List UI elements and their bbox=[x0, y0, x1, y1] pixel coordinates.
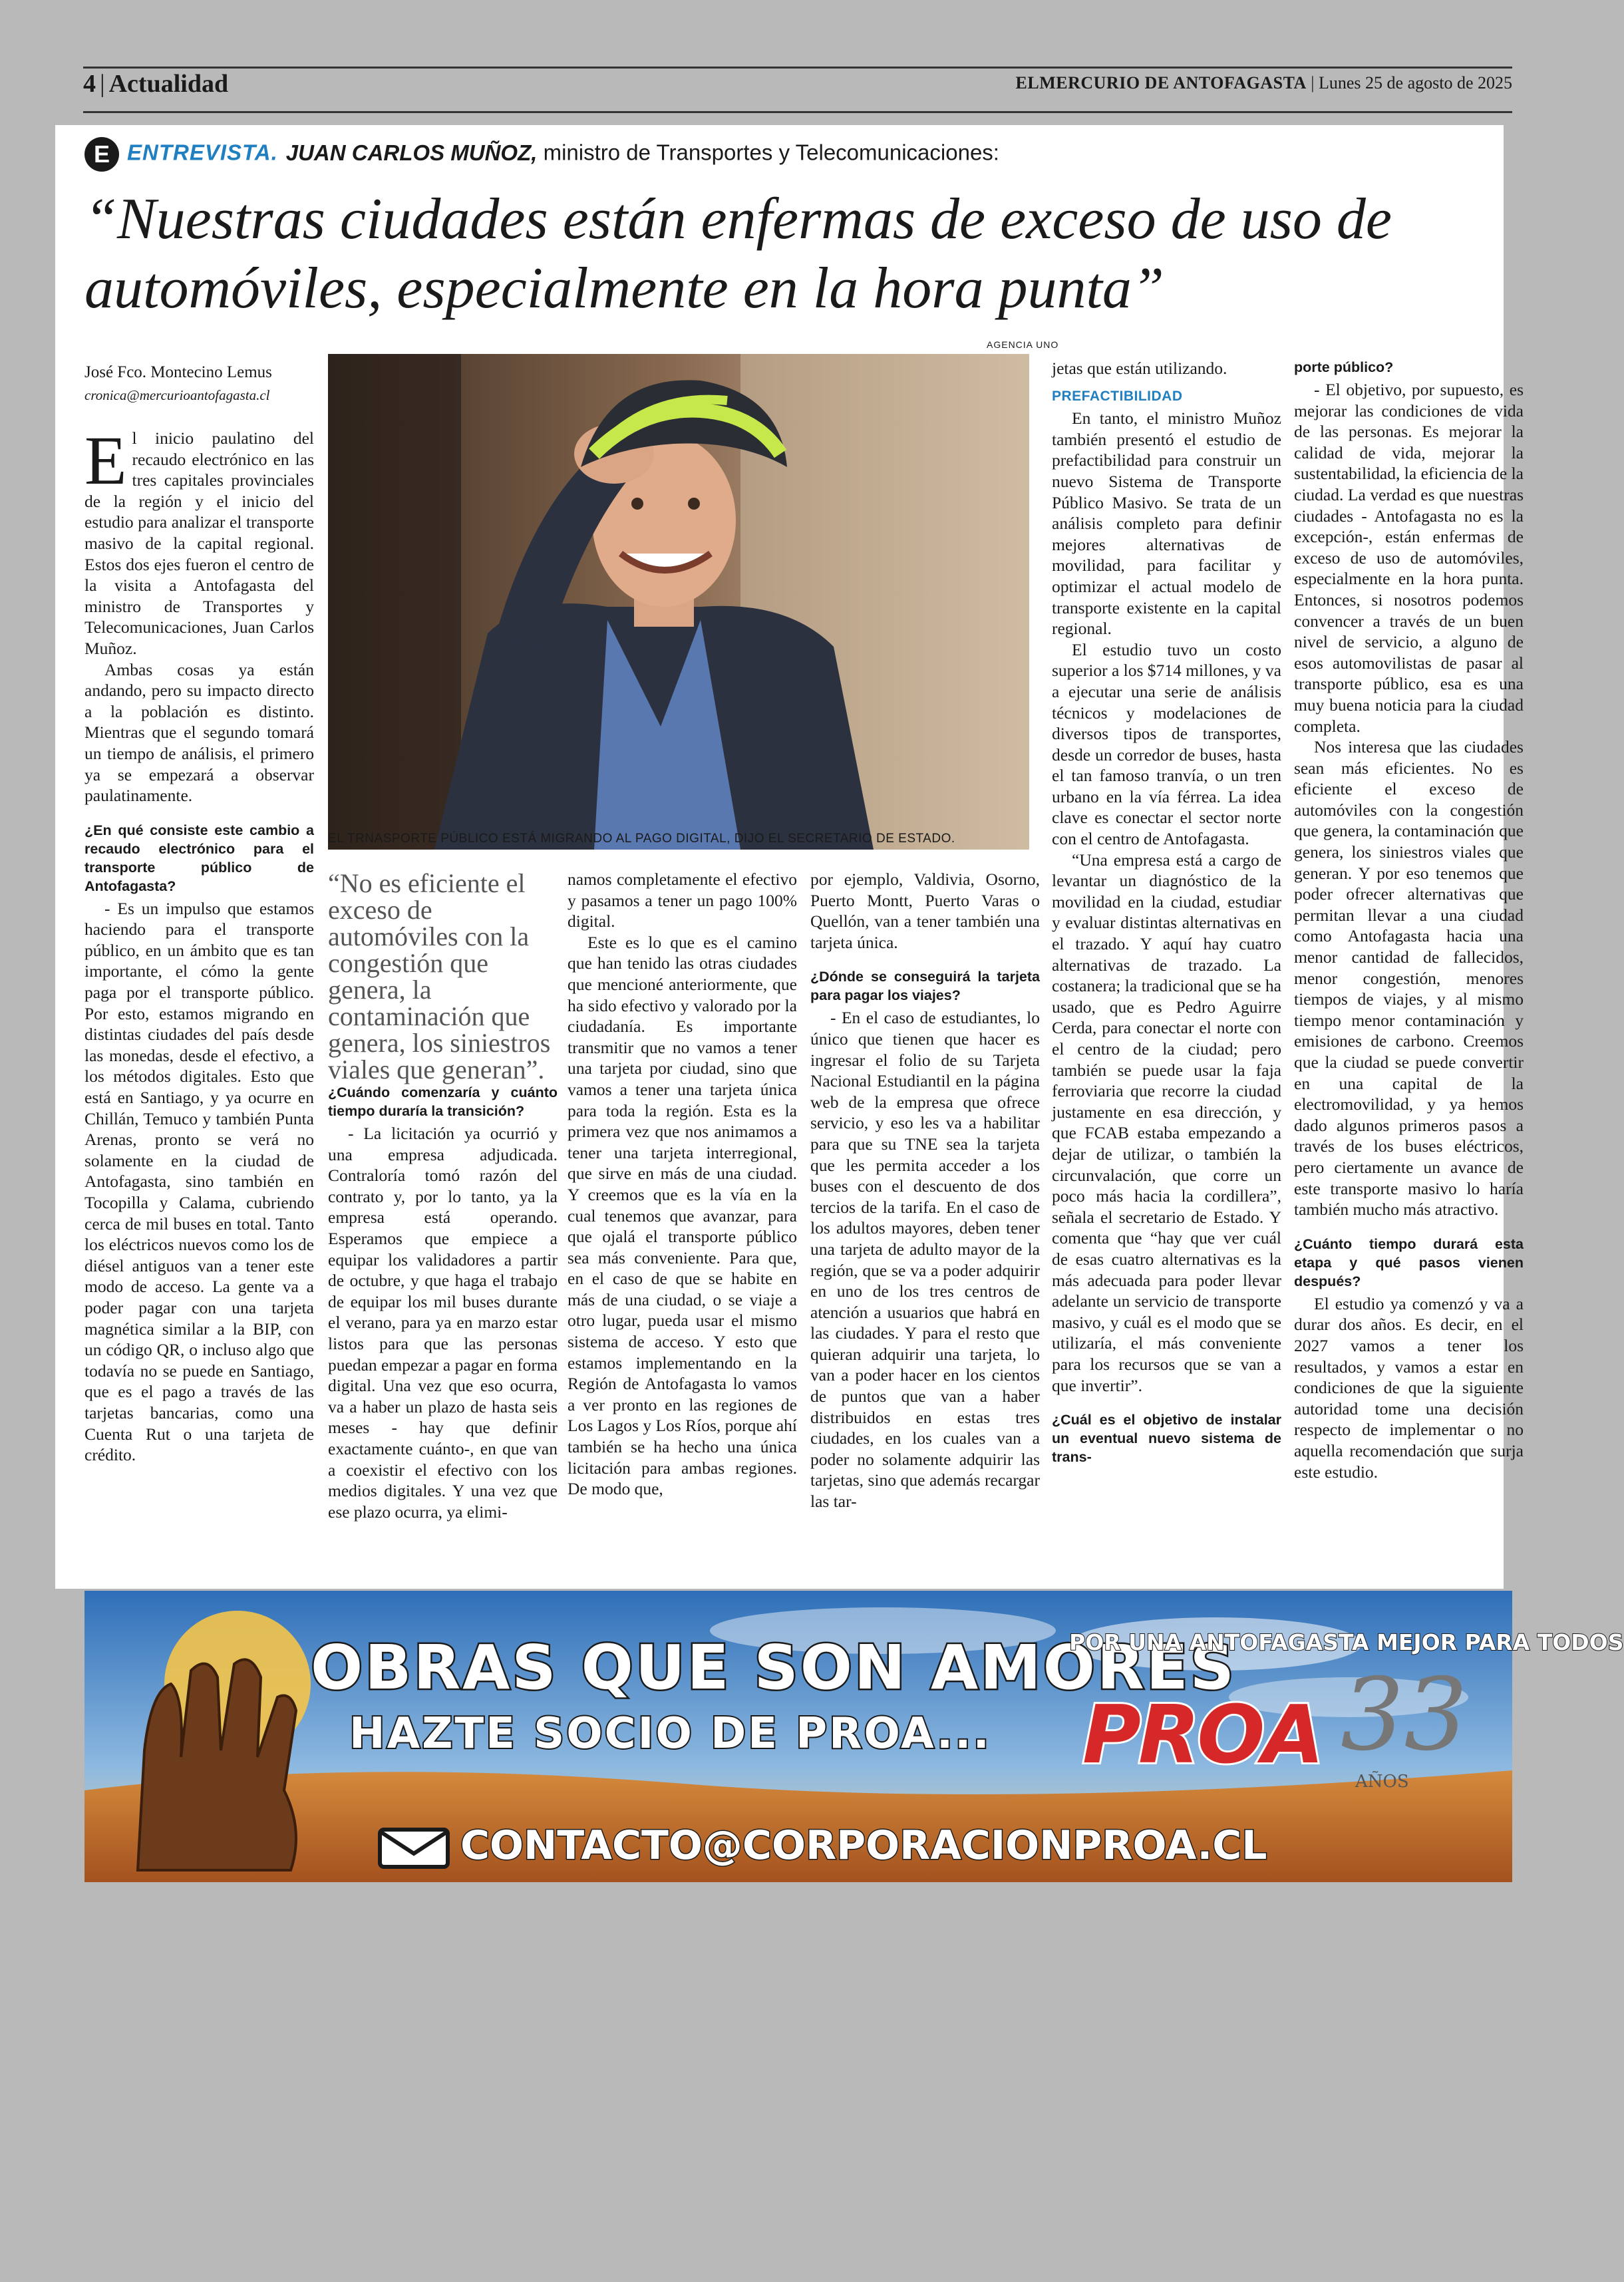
column-3 bbox=[568, 869, 797, 1500]
advertisement[interactable] bbox=[84, 1591, 1624, 1882]
section-name: Actualidad bbox=[108, 70, 229, 98]
interview-question: ¿Cuánto tiempo durará esta etapa y qué pasos vienen después? bbox=[1294, 1235, 1524, 1289]
paragraph-text: l inicio paulatino del recaudo electrónico en las tres capitales provinciales de la región y el inicio del estudio para analizar el transporte masivo de la capital regional. Estos dos ejes fueron el centro de la visita a Antofagasta del ministro de Transportes y Telecomunicaciones, Juan Carlos Muñoz. bbox=[84, 428, 314, 658]
paragraph: por ejemplo, Valdivia, Osorno, Puerto Montt, Puerto Varas o Quellón, van a tener también una tarjeta única. bbox=[810, 870, 1040, 952]
paragraph: Ambas cosas ya están andando, pero su impacto directo a la población es distinto. Mientras que el segundo tomará un tiempo de análisis, el primero ya se empezará a observar paulatinamente. bbox=[84, 659, 314, 806]
headline-line-1: “Nuestras ciudades están enfermas de exceso de uso de bbox=[84, 187, 1392, 251]
paragraph: - La licitación ya ocurrió y una empresa adjudicada. Contraloría tomó razón del contrato y, por lo tanto, ya la empresa está operando. Esperamos que empiece a equipar los validadores a partir de octubre, y que haga el trabajo de equipar los mil buses durante el verano, para ya en marzo estar listos para que las personas puedan empezar a pagar en forma digital. Una vez que eso ocurra, va a haber un plazo de hasta seis meses - hay que definir exactamente cuánto-, en que van a coexistir el efectivo con los medios digitales. Y una vez que ese plazo ocurra, ya elimi- bbox=[328, 1124, 558, 1522]
section-badge: E bbox=[84, 137, 119, 172]
interview-question: ¿Dónde se conseguirá la tarjeta para pagar los viajes? bbox=[810, 969, 1040, 1004]
masthead-info bbox=[1016, 73, 1512, 93]
paragraph: El estudio ya comenzó y va a durar dos años. Es decir, en el 2027 vamos a tener los resultados, y vamos a estar en condiciones de que la siguiente autoridad tome una decisión respecto de implementar o no aquella recomendación que surja este estudio. bbox=[1294, 1293, 1524, 1482]
separator: | bbox=[100, 70, 105, 98]
drop-cap: E bbox=[84, 422, 127, 499]
pull-quote: “No es eficiente el exceso de automóviles con la congestión que genera, la contaminación que genera, los siniestros viales que generan”. bbox=[328, 868, 551, 1084]
newspaper-name: ELMERCURIO DE ANTOFAGASTA bbox=[1015, 73, 1307, 92]
column-4 bbox=[810, 869, 1040, 1512]
ad-subheadline: HAZTE SOCIO DE PROA... bbox=[349, 1709, 991, 1758]
kicker-role: ministro de Transportes y Telecomunicaciones: bbox=[543, 140, 999, 165]
column-6 bbox=[1294, 358, 1524, 1482]
kicker bbox=[84, 137, 999, 172]
paragraph: Este es lo que es el camino que han tenido las otras ciudades que mencioné anteriormente, que ha sido efectivo y valorado por la ciudadanía. Es importante transmitir que no vamos a tener una tarjeta por ciudad, sino que vamos a tener una tarjeta única para toda la región. Esta es la primera vez que nos animamos a tener una tarjeta interregional, que sirve en más de una ciudad. Y creemos que es la vía en la cual tenemos que avanzar, para que ojalá el transporte público sea más conveniente. Para que, en el caso de que se habite en más de una ciudad, o se viaje a otro lugar, pueda usar el mismo sistema de acceso. Y esto que estamos implementando en la Región de Antofagasta lo vamos a ver pronto en las regiones de Los Lagos y Los Ríos, porque ahí también se ha hecho una única licitación para ambas regiones. De modo que, bbox=[568, 932, 797, 1499]
byline bbox=[84, 363, 324, 404]
author-email: cronica@mercurioantofagasta.cl bbox=[84, 387, 270, 403]
photo-caption: EL TRNASPORTE PÚBLICO ESTÁ MIGRANDO AL PAGO DIGITAL, DIJO EL SECRETARIO DE ESTADO. bbox=[328, 832, 955, 846]
subheading: PREFACTIBILIDAD bbox=[1052, 388, 1183, 404]
author-name: José Fco. Montecino Lemus bbox=[84, 363, 272, 381]
paragraph: namos completamente el efectivo y pasamos a tener un pago 100% digital. bbox=[568, 870, 797, 931]
kicker-tag: ENTREVISTA. bbox=[127, 140, 278, 165]
proa-logo: PROA bbox=[1082, 1689, 1322, 1782]
paragraph: - Es un impulso que estamos haciendo para el transporte público, en un ámbito que es tan importante, el cómo la gente paga por el transporte público. Por esto, estamos migrando en distintas ciudades del país desde las monedas, desde el efectivo, a los métodos digitales. Esto que está en Santiago, y ya ocurre en Chillán, Temuco y también Punta Arenas, pronto se verá no solamente en la ciudad de Antofagasta, sino también en Tocopilla y Calama, cubriendo cerca de mil buses en total. Tanto los eléctricos nuevos como los de diésel antiguos van a tener este modo de acceso. La gente va a poder pagar con una tarjeta magnética similar a la BIP, con un código QR, o incluso algo que todavía no se puede en Santiago, que es el pago a través de las tarjetas bancarias, como una Cuenta Rut o una tarjeta de crédito. bbox=[84, 898, 314, 1465]
envelope-icon bbox=[377, 1827, 450, 1870]
ad-slogan: POR UNA ANTOFAGASTA MEJOR PARA TODOS bbox=[1069, 1629, 1624, 1655]
paragraph: jetas que están utilizando. bbox=[1052, 359, 1227, 378]
page-number: 4 bbox=[83, 70, 96, 98]
minister-photo bbox=[328, 354, 1029, 850]
interview-question: ¿Cuándo comenzaría y cuánto tiempo duraría la transición? bbox=[328, 1084, 558, 1119]
paragraph: - En el caso de estudiantes, lo único que tienen que hacer es ingresar el folio de su Tarjeta Nacional Estudiantil en la página web de la empresa que ofrece servicio, y eso les va a habilitar para que su TNE sea la tarjeta que les permita acceder a los buses con el descuento de dos tercios de la tarifa. En el caso de los adultos mayores, deben tener una tarjeta de adulto mayor de la región, que se va a poder adquirir en uno de los tres centros de atención a usuarios que habrá en las ciudades. Y para el resto que quieran adquirir una tarjeta, lo van a poder hacer en los cientos de puntos que van a haber distribuidos en estas tres ciudades, en los cuales van a poder no solamente adquirir las tarjetas, sino que además recargar las tar- bbox=[810, 1008, 1040, 1512]
paragraph: En tanto, el ministro Muñoz también presentó el estudio de prefactibilidad para construir un nuevo Sistema de Transporte Público Masivo. Se trata de un análisis completo para definir mejores alternativas de movilidad, para facilitar y optimizar el actual modelo de transporte existente en la capital regional. bbox=[1052, 408, 1281, 639]
article bbox=[55, 125, 1524, 1589]
anniversary-number: 33 bbox=[1341, 1657, 1468, 1773]
column-1 bbox=[84, 422, 314, 1466]
paragraph: - El objetivo, por supuesto, es mejorar las condiciones de vida de las personas. Es mejorar la calidad de vida, mejorar la sustentabilidad, la eficiencia de la ciudad. La verdad es que nuestras ciudades - Antofagasta no es la excepción-, están enfermas de exceso de uso de automóviles, especialmente en la hora punta. Entonces, si nosotros podemos convencer a través de un buen nivel de servicio, a alguno de esos automovilistas de pasar al transporte público, esa es una muy buena noticia para la ciudad completa. bbox=[1294, 380, 1524, 736]
ad-contact-email[interactable]: CONTACTO@CORPORACIONPROA.CL bbox=[460, 1822, 1267, 1869]
column-2 bbox=[328, 1083, 558, 1522]
header-rule-bottom bbox=[83, 111, 1512, 113]
interview-question: ¿Cuál es el objetivo de instalar un eventual nuevo sistema de trans- bbox=[1052, 1412, 1281, 1466]
column-5 bbox=[1052, 358, 1281, 1469]
ad-headline: OBRAS QUE SON AMORES bbox=[311, 1632, 1236, 1703]
paragraph bbox=[84, 422, 314, 659]
anniversary-label: AÑOS bbox=[1355, 1772, 1409, 1792]
separator: | bbox=[1311, 73, 1319, 92]
photo-credit: AGENCIA UNO bbox=[987, 339, 1059, 350]
photo-illustration bbox=[328, 354, 1029, 850]
page-header bbox=[83, 64, 1512, 113]
kicker-name: JUAN CARLOS MUÑOZ, bbox=[285, 140, 538, 165]
interview-question: porte público? bbox=[1294, 359, 1394, 375]
paragraph: El estudio tuvo un costo superior a los $714 millones, y va a ejecutar una serie de análisis técnicos y modelaciones de diversos tipos de transportes, desde un corredor de buses, hasta el tan famoso tranvía, o un tren urbano en la vía férrea. La idea clave es conectar el sector norte con el centro de Antofagasta. bbox=[1052, 639, 1281, 849]
header-rule-top bbox=[83, 67, 1512, 69]
interview-question: ¿En qué consiste este cambio a recaudo electrónico para el transporte público de Antofagasta? bbox=[84, 822, 314, 894]
headline bbox=[84, 185, 1482, 323]
headline-line-2: automóviles, especialmente en la hora punta” bbox=[84, 256, 1164, 321]
page-section bbox=[83, 69, 228, 98]
paragraph: “Una empresa está a cargo de levantar un diagnóstico de la movilidad en la ciudad, estudiar y evaluar distintas alternativas en el trazado. Y aquí hay cuatro alternativas de trazado. La costanera; la tradicional que se ha usado, que es Pedro Aguirre Cerda, para conectar el norte con el centro de la ciudad; pero también se puede usar la faja ferroviaria que recorre la ciudad justamente en esa dirección, y que FCAB estaba empezando a dejar de utilizar, o también la circunvalación, que corre un poco más hacia la cordillera”, señala el secretario de Estado. Y comenta que “hay que ver cuál de esas cuatro alternativas es la más adecuada para poder llevar adelante un servicio de transporte masivo, y cuál es el modo que se utilizaría, el más conveniente para los recursos que se van a que invertir”. bbox=[1052, 850, 1281, 1395]
issue-date: Lunes 25 de agosto de 2025 bbox=[1318, 73, 1512, 92]
paragraph: Nos interesa que las ciudades sean más eficientes. No es eficiente el exceso de automóviles con la congestión que genera, la contaminación que genera, los siniestros viales que generan. Y por eso tenemos que poder ofrecer alternativas que permitan llevar a una ciudad como Antofagasta hacia una menor cantidad de fallecidos, menor congestión, menores tiempos de viajes, y al mismo tiempo menor contaminación y emisiones de carbono. Creemos que la ciudad se puede convertir en una capital de la electromovilidad, y ya hemos dado algunos primeros pasos a través de los buses eléctricos, pero ciertamente un avance de este transporte masivo lo haría también mucho más atractivo. bbox=[1294, 737, 1524, 1220]
